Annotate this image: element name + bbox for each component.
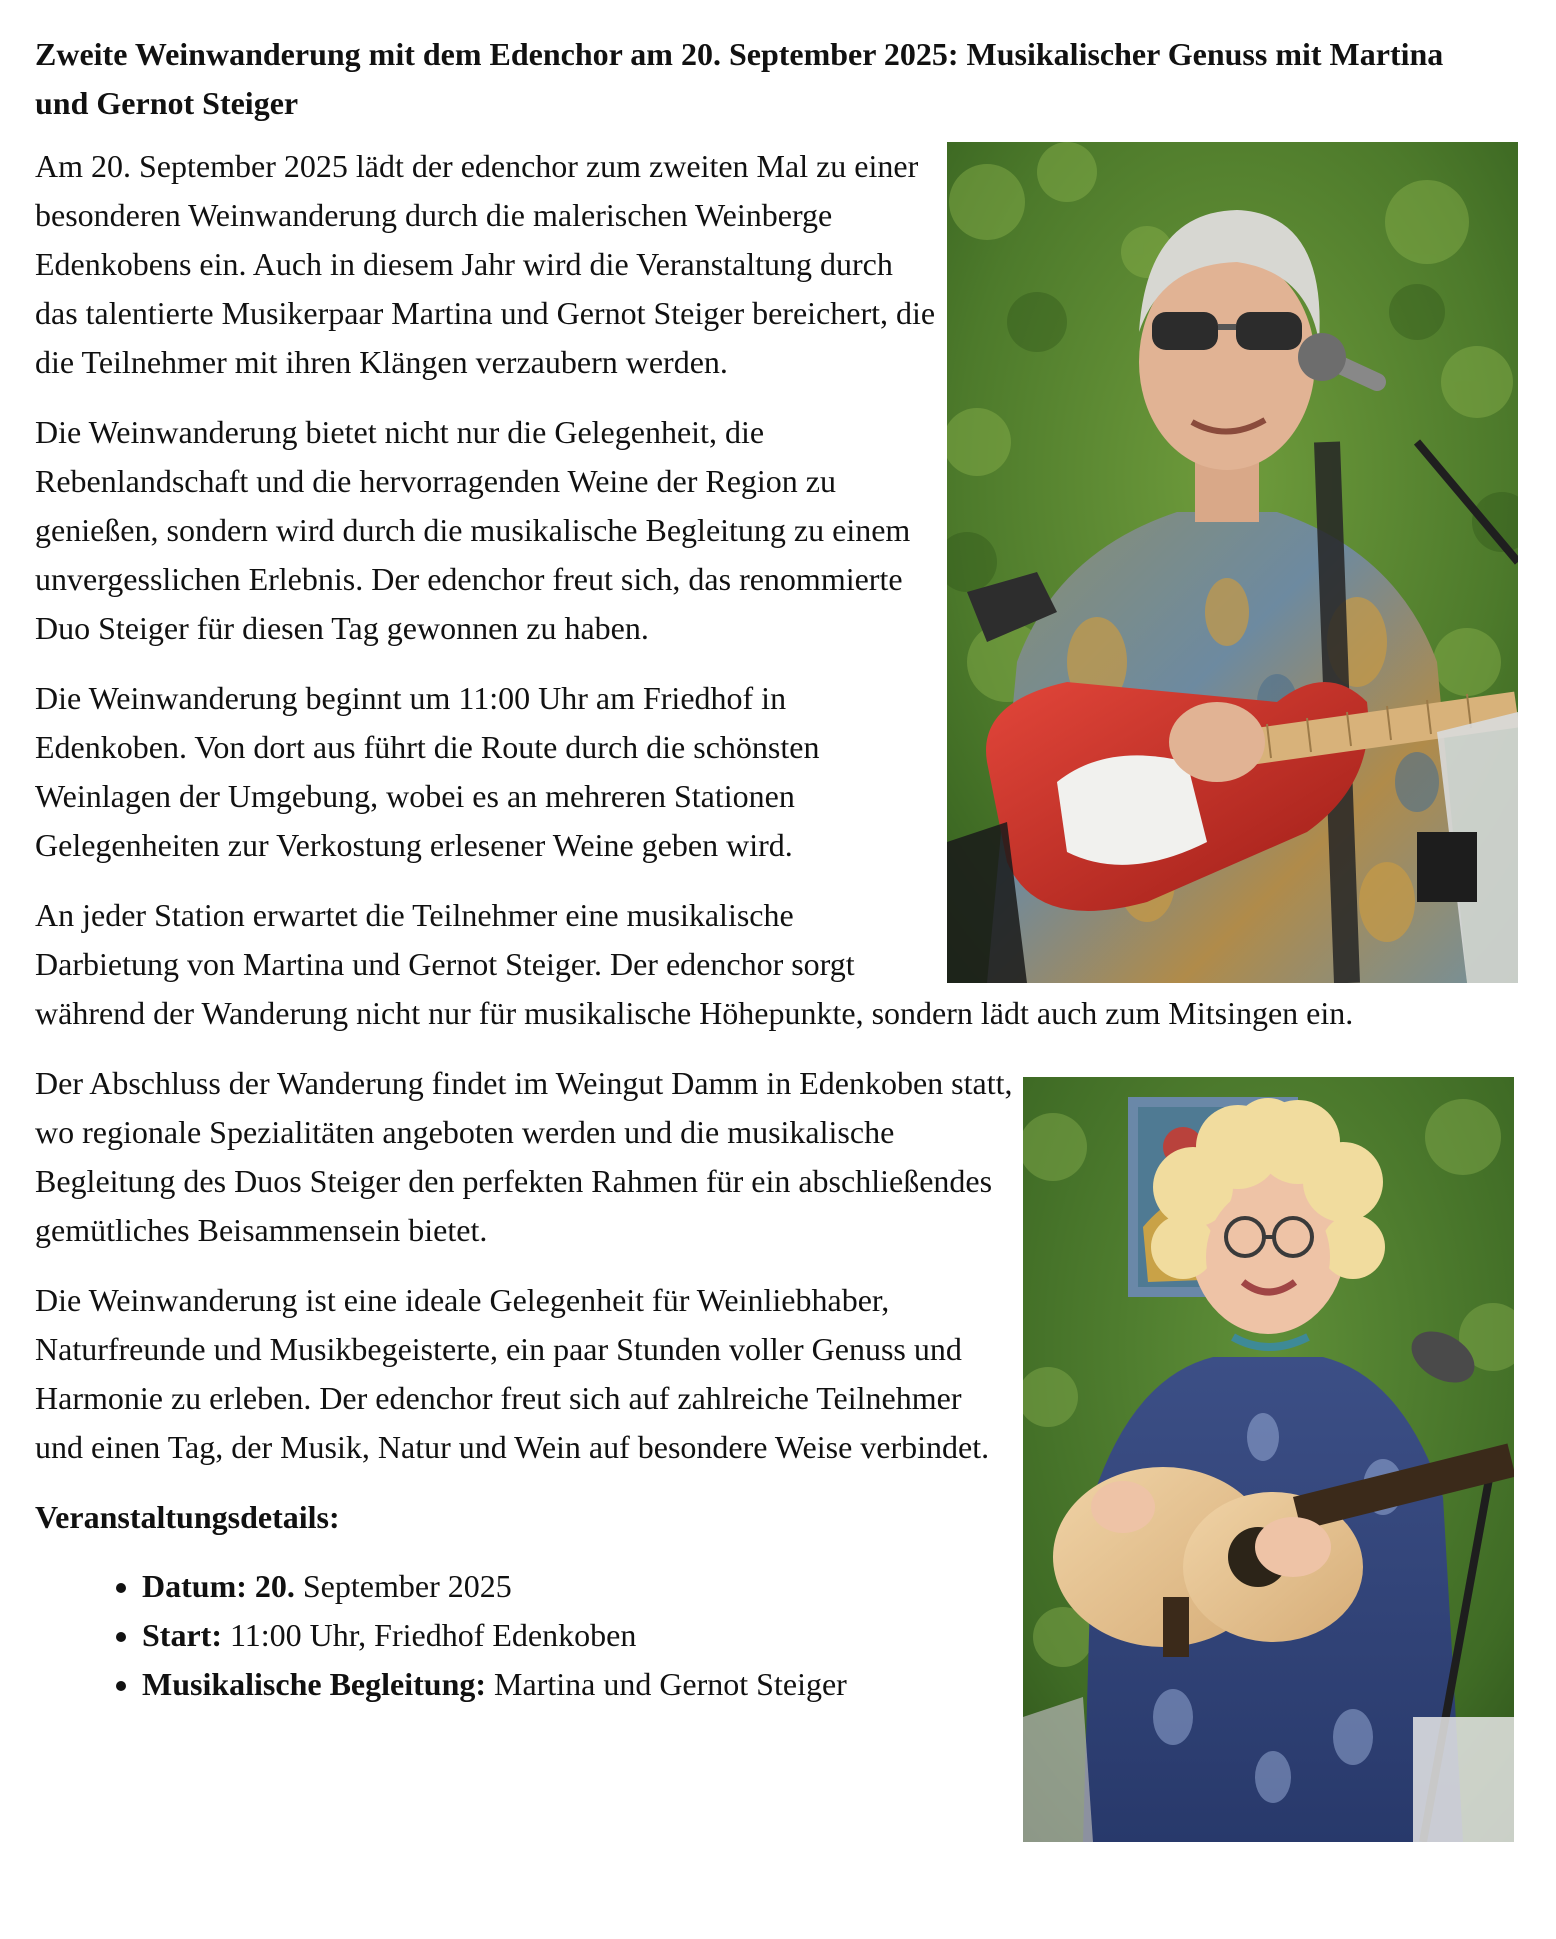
details-item-value: September 2025 [294, 1568, 512, 1604]
photo-martina-steiger [1023, 1077, 1514, 1842]
paragraph-route: Die Weinwanderung beginnt um 11:00 Uhr am Friedhof in Edenkoben. Von dort aus führt die Route durch die schönsten Weinlagen der Umgebung, wobei es an mehreren Stationen Gelegenheiten zur Verkostung erlesener Weine geben wird. [35, 680, 820, 863]
paragraph-intro: Am 20. September 2025 lädt der edenchor zum zweiten Mal zu einer besonderen Weinwanderung durch die malerischen Weinberge Edenkobens ein. Auch in diesem Jahr wird die Veranstaltung durch das talentierte Musikerpaar Martina und Gernot Steiger bereichert, die die Teilnehmer mit ihren Klängen verzaubern werden. [35, 148, 936, 380]
photo-gernot-illustration [947, 142, 1518, 983]
details-item-value: Martina und Gernot Steiger [486, 1666, 847, 1702]
photo-gernot-steiger [947, 142, 1518, 983]
paragraph-stations: An jeder Station erwartet die Teilnehmer eine musikalische Darbietung von Martina und Gernot Steiger. Der edenchor sorgt während der Wanderung nicht nur für musikalische Höhepunkte, sondern lädt auch zum Mitsingen ein. [35, 897, 1354, 1031]
details-item-label: Start: [142, 1617, 222, 1653]
details-item-label: Musikalische Begleitung: [142, 1666, 487, 1702]
photo-martina-illustration [1023, 1077, 1514, 1842]
details-item-label: Datum: 20. [142, 1568, 295, 1604]
paragraph-finale: Der Abschluss der Wanderung findet im Weingut Damm in Edenkoben statt, wo regionale Spezialitäten angeboten werden und die musikalische Begleitung des Duos Steiger den perfekten Rahmen für ein abschließendes gemütliches Beisammensein bietet. [35, 1065, 1013, 1248]
details-item-value: 11:00 Uhr, Friedhof Edenkoben [221, 1617, 637, 1653]
paragraph-summary: Die Weinwanderung ist eine ideale Gelegenheit für Weinliebhaber, Naturfreunde und Musikbegeisterte, ein paar Stunden voller Genuss und Harmonie zu erleben. Der edenchor freut sich auf zahlreiche Teilnehmer und einen Tag, der Musik, Natur und Wein auf besondere Weise verbindet. [35, 1282, 990, 1465]
paragraph-experience: Die Weinwanderung bietet nicht nur die Gelegenheit, die Rebenlandschaft und die hervorragenden Weine der Region zu genießen, sondern wird durch die musikalische Begleitung zu einem unvergesslichen Erlebnis. Der edenchor freut sich, das renommierte Duo Steiger für diesen Tag gewonnen zu haben. [35, 414, 911, 646]
details-heading: Veranstaltungsdetails: [35, 1499, 340, 1535]
article-title: Zweite Weinwanderung mit dem Edenchor am 20. September 2025: Musikalischer Genuss mit Martina und Gernot Steiger [35, 36, 1444, 121]
